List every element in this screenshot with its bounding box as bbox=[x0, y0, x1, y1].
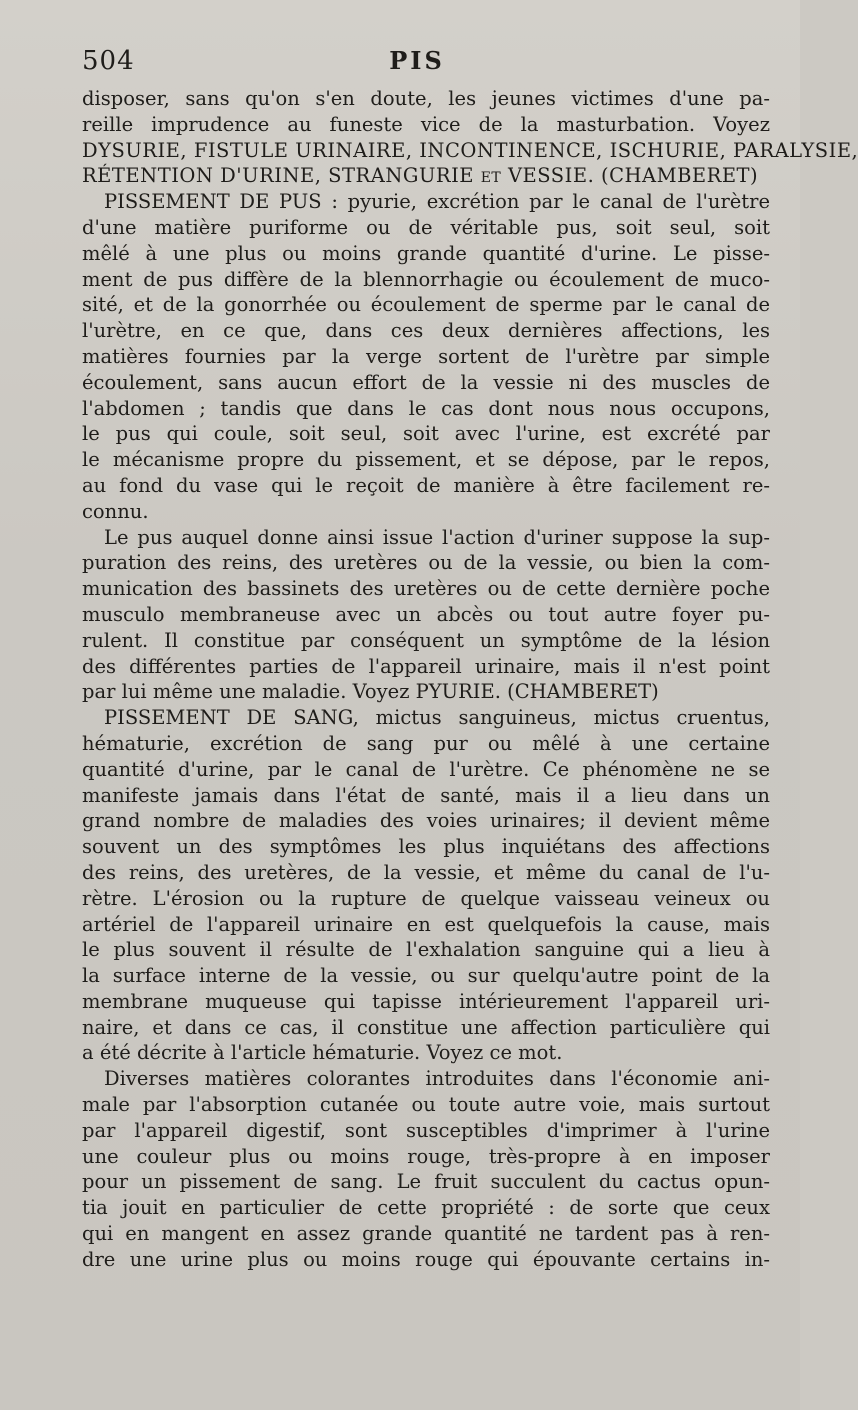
page-number: 504 bbox=[82, 46, 135, 76]
text-line: la surface interne de la vessie, ou sur quelqu'autre point de la bbox=[82, 964, 770, 988]
body-text bbox=[82, 86, 858, 1273]
text-line: artériel de l'appareil urinaire en est quelquefois la cause, mais bbox=[82, 912, 770, 936]
text-line: munication des bassinets des uretères ou de cette dernière poche bbox=[82, 577, 770, 601]
text-line: l'abdomen ; tandis que dans le cas dont nous nous occupons, bbox=[82, 396, 770, 420]
text-line: rètre. L'érosion ou la rupture de quelque vaisseau veineux ou bbox=[82, 886, 770, 910]
text-line: disposer, sans qu'on s'en doute, les jeunes victimes d'une pa- bbox=[82, 87, 770, 110]
text-line: rulent. Il constitue par conséquent un symptôme de la lésion bbox=[82, 628, 770, 652]
text-line: reille imprudence au funeste vice de la masturbation. Voyez bbox=[82, 112, 770, 136]
text-line: PISSEMENT DE SANG, mictus sanguineus, mictus cruentus, bbox=[104, 706, 770, 730]
text-line: PISSEMENT DE PUS : pyurie, excrétion par le canal de l'urètre bbox=[104, 190, 770, 214]
text-line: sité, et de la gonorrhée ou écoulement de sperme par le canal de bbox=[82, 293, 770, 317]
page-header bbox=[82, 46, 772, 80]
text-line: RÉTENTION D'URINE, STRANGURIE et VESSIE. (CHAMBERET) bbox=[82, 164, 759, 188]
text-line: d'une matière puriforme ou de véritable pus, soit seul, soit bbox=[82, 215, 770, 239]
text-line: l'urètre, en ce que, dans ces deux dernières affections, les bbox=[82, 319, 770, 343]
text-line: des différentes parties de l'appareil urinaire, mais il n'est point bbox=[82, 654, 770, 678]
text-line: quantité d'urine, par le canal de l'urètre. Ce phénomène ne se bbox=[82, 757, 770, 781]
text-line: le mécanisme propre du pissement, et se dépose, par le repos, bbox=[82, 448, 770, 472]
running-title: PIS bbox=[389, 46, 445, 75]
text-line: mêlé à une plus ou moins grande quantité d'urine. Le pisse- bbox=[82, 241, 770, 265]
text-line: écoulement, sans aucun effort de la vessie ni des muscles de bbox=[82, 370, 770, 394]
text-line: Diverses matières colorantes introduites dans l'économie ani- bbox=[104, 1067, 770, 1091]
text-line: par lui même une maladie. Voyez PYURIE. (CHAMBERET) bbox=[82, 680, 659, 704]
text-line: matières fournies par la verge sortent de l'urètre par simple bbox=[82, 344, 770, 368]
text-line: souvent un des symptômes les plus inquiétans des affections bbox=[82, 835, 770, 859]
text-line: le plus souvent il résulte de l'exhalation sanguine qui a lieu à bbox=[82, 938, 770, 962]
text-line: male par l'absorption cutanée ou toute autre voie, mais surtout bbox=[82, 1093, 770, 1117]
text-line: DYSURIE, FISTULE URINAIRE, INCONTINENCE, ISCHURIE, PARALYSIE, bbox=[82, 138, 858, 162]
text-line: au fond du vase qui le reçoit de manière à être facilement re- bbox=[82, 473, 770, 497]
text-line: pour un pissement de sang. Le fruit succulent du cactus opun- bbox=[82, 1170, 770, 1194]
text-line: une couleur plus ou moins rouge, très-propre à en imposer bbox=[82, 1144, 770, 1168]
text-line: des reins, des uretères, de la vessie, et même du canal de l'u- bbox=[82, 860, 770, 884]
text-line: hématurie, excrétion de sang pur ou mêlé à une certaine bbox=[82, 731, 770, 755]
text-line: dre une urine plus ou moins rouge qui épouvante certains in- bbox=[82, 1247, 770, 1271]
text-line: qui en mangent en assez grande quantité ne tardent pas à ren- bbox=[82, 1222, 770, 1246]
text-line: naire, et dans ce cas, il constitue une affection particulière qui bbox=[82, 1015, 770, 1039]
text-line: tia jouit en particulier de cette propriété : de sorte que ceux bbox=[82, 1196, 770, 1220]
text-line: membrane muqueuse qui tapisse intérieurement l'appareil uri- bbox=[82, 989, 770, 1013]
text-line: le pus qui coule, soit seul, soit avec l'urine, est excrété par bbox=[82, 422, 770, 446]
text-line: ment de pus diffère de la blennorrhagie ou écoulement de muco- bbox=[82, 267, 770, 291]
text-line: puration des reins, des uretères ou de la vessie, ou bien la com- bbox=[82, 551, 770, 575]
text-line: connu. bbox=[82, 499, 149, 523]
text-line: manifeste jamais dans l'état de santé, mais il a lieu dans un bbox=[82, 783, 770, 807]
text-line: Le pus auquel donne ainsi issue l'action d'uriner suppose la sup- bbox=[104, 525, 770, 549]
text-line: a été décrite à l'article hématurie. Voyez ce mot. bbox=[82, 1041, 563, 1065]
text-line: musculo membraneuse avec un abcès ou tout autre foyer pu- bbox=[82, 602, 770, 626]
text-line: par l'appareil digestif, sont susceptibles d'imprimer à l'urine bbox=[82, 1118, 770, 1142]
text-line: grand nombre de maladies des voies urinaires; il devient même bbox=[82, 809, 770, 833]
